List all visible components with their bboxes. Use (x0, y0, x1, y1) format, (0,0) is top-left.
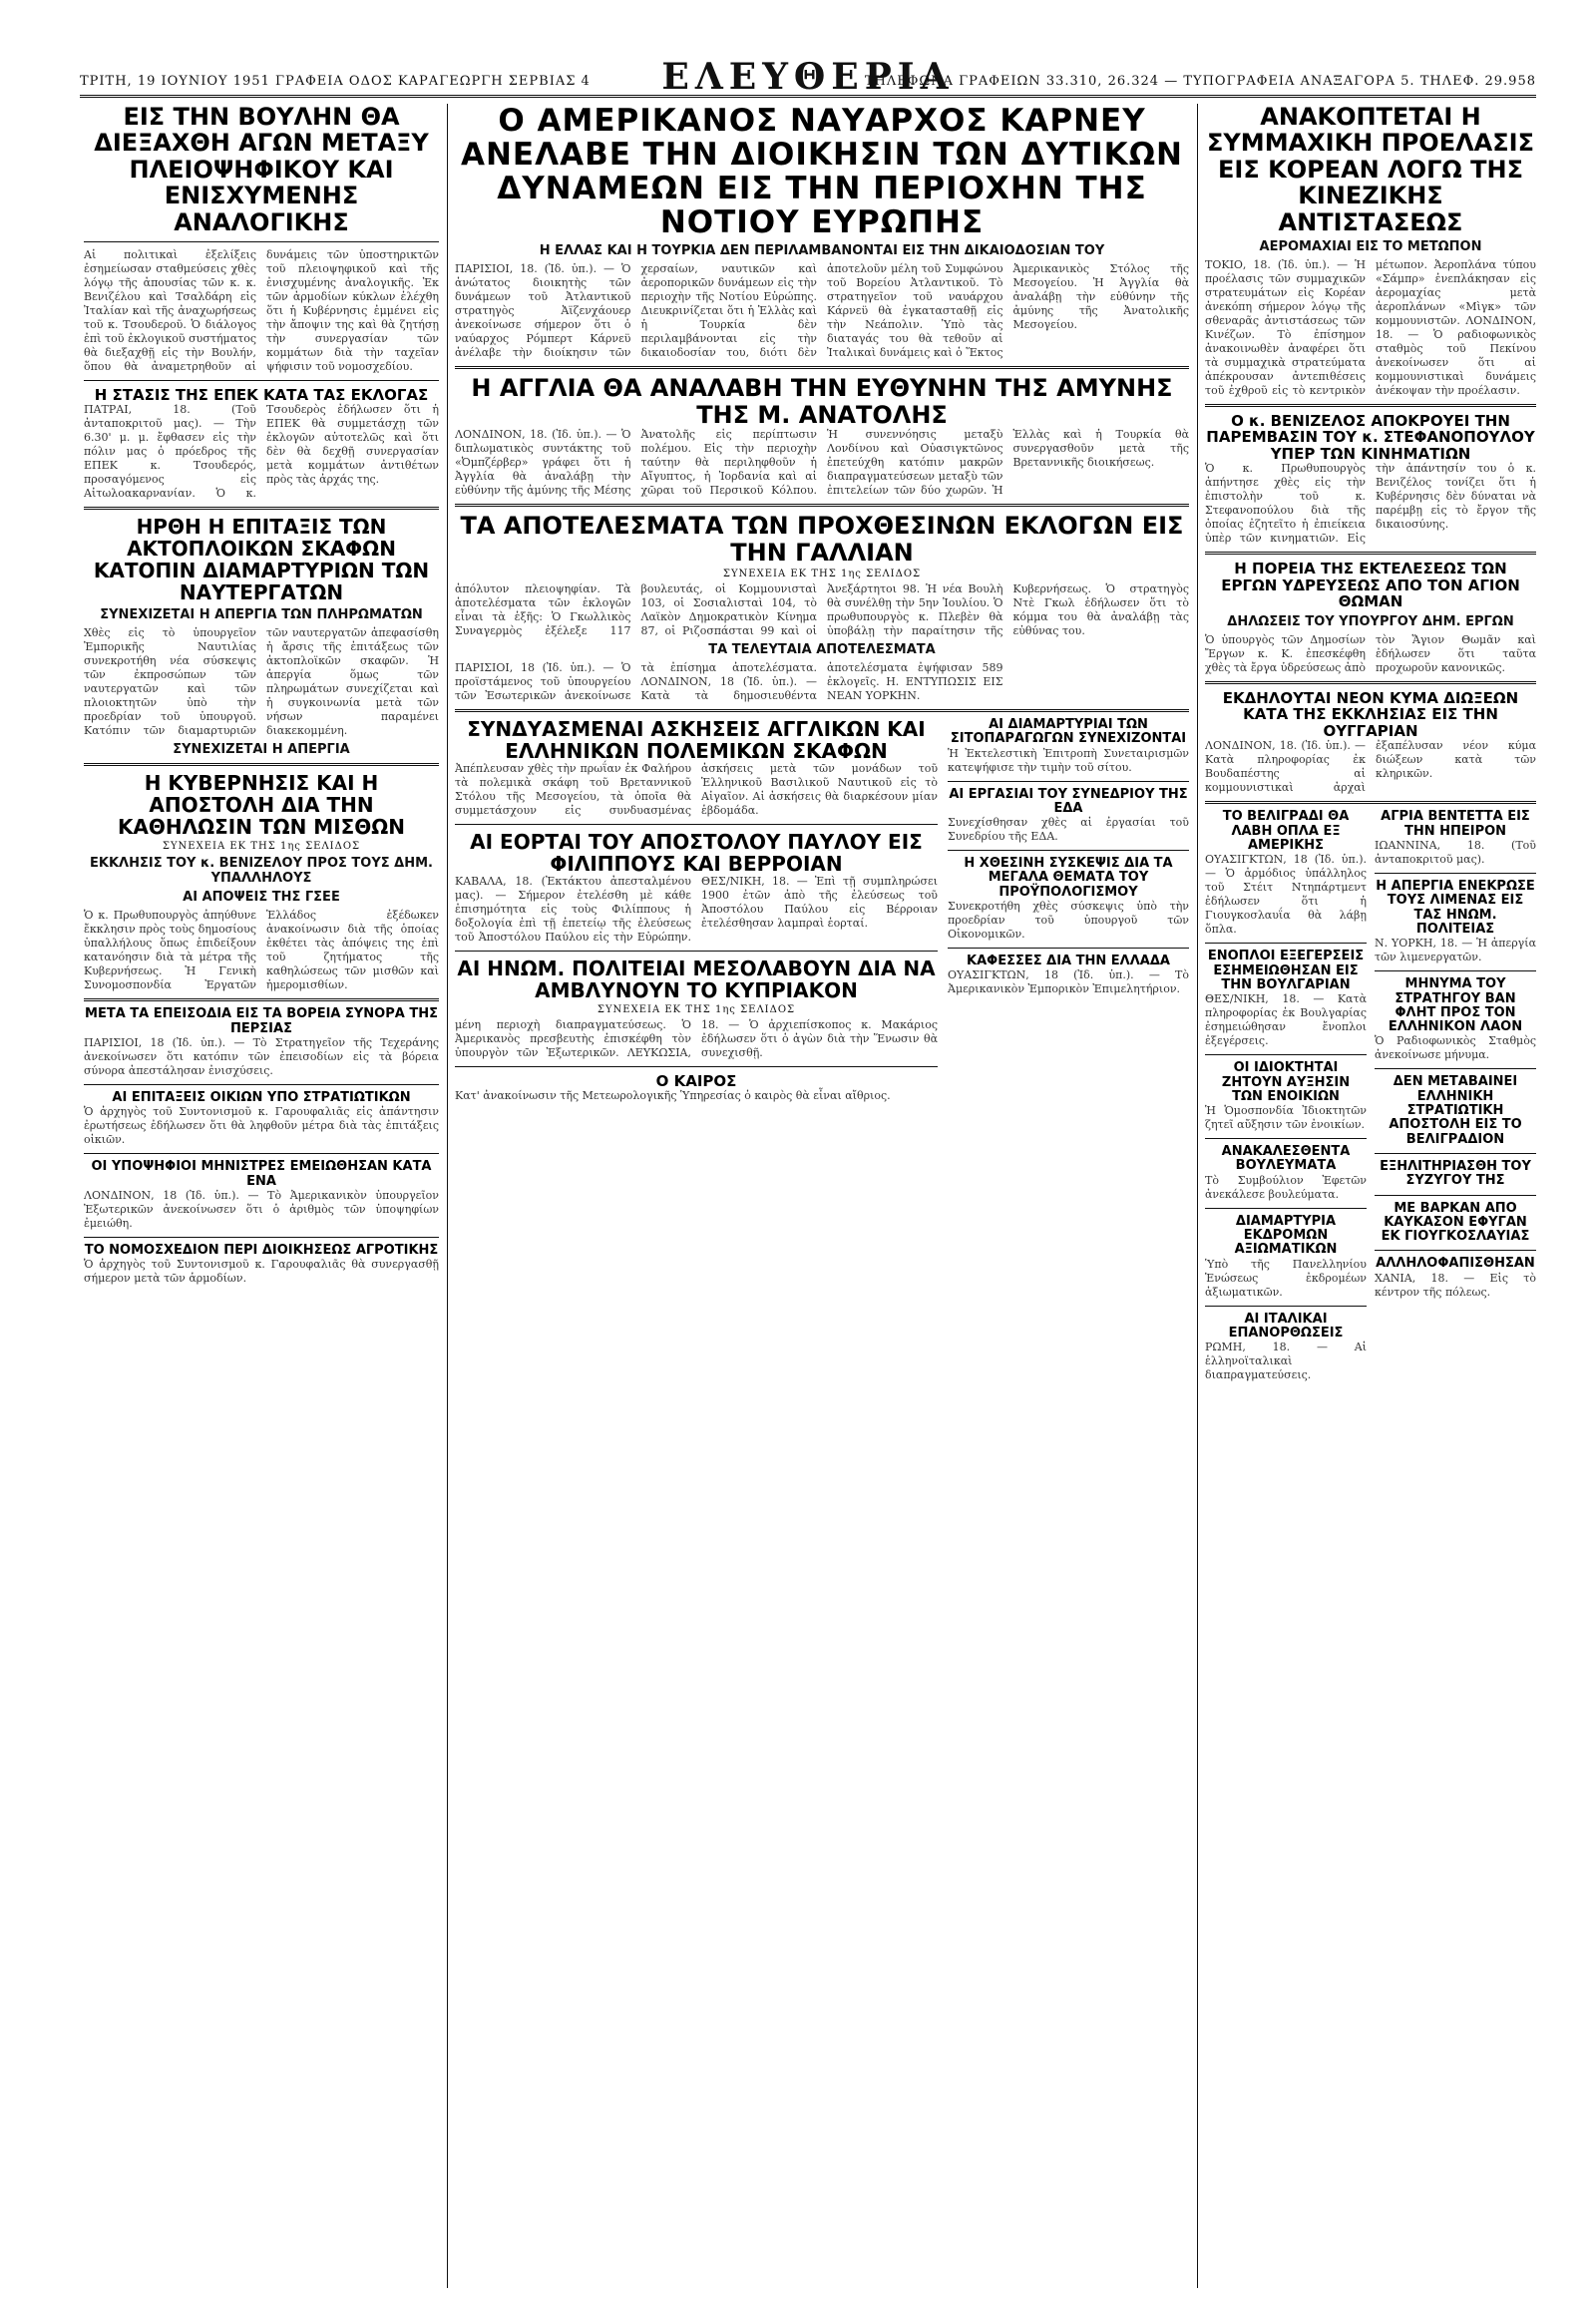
article-france-elections: ἀπόλυτον πλειοψηφίαν. Τὰ ἀποτελέσματα τῶν ἐκλογῶν εἶναι τὰ ἑξῆς: Ὁ Γκωλλικὸς Συναγερμὸς ἐξέλεξε 117 βουλευτάς, οἱ Κομμουνισταὶ 103, οἱ Σοσιαλισταὶ 104, τὸ Λαϊκὸν Δημοκρατικὸν Κίνημα 87, οἱ Ριζοσπάσται 99 καὶ οἱ Ἀνεξάρτητοι 98. Ἡ νέα Βουλὴ θὰ συνέλθῃ τὴν 5ην Ἰουλίου. Ὁ πρωθυπουργὸς κ. Πλεβὲν θὰ ὑποβάλῃ τὴν παραίτησιν τῆς Κυβερνήσεως. Ὁ στρατηγὸς Ντὲ Γκωλ ἐδήλωσεν ὅτι τὸ κόμμα του θὰ ἀναλάβῃ τὰς εὐθύνας του. (455, 581, 1189, 637)
article-house-requisition: Ὁ ἀρχηγὸς τοῦ Συντονισμοῦ κ. Γαρουφαλιᾶς εἰς ἀπάντησιν ἐρωτήσεως ἐδήλωσεν ὅτι θὰ ληφθοῦν μέτρα διὰ τὰς ἐπιτάξεις οἰκιῶν. (84, 1105, 439, 1147)
article-weather: Κατ' ἀνακοίνωσιν τῆς Μετεωρολογικῆς Ὑπηρεσίας ὁ καιρὸς θὰ εἶναι αἴθριος. (455, 1089, 891, 1103)
headline-belgrade-arms: ΤΟ ΒΕΛΙΓΡΑΔΙ ΘΑ ΛΑΒΗ ΟΠΛΑ ΕΞ ΑΜΕΡΙΚΗΣ (1222, 809, 1350, 854)
continued-label: ΣΥΝΕΧΕΙΑ ΕΚ ΤΗΣ 1ης ΣΕΛΙΔΟΣ (162, 841, 361, 853)
headline-hungary-church: ΕΚΔΗΛΟΥΤΑΙ ΝΕΟΝ ΚΥΜΑ ΔΙΩΞΕΩΝ ΚΑΤΑ ΤΗΣ ΕΚΚΛΗΣΙΑΣ ΕΙΣ ΤΗΝ ΟΥΓΓΑΡΙΑΝ (1222, 688, 1519, 740)
column-rule (447, 104, 448, 2288)
newspaper-title: ΕΛΕΥΘΕΡΙΑ (661, 56, 955, 98)
article-latest-results: ΠΑΡΙΣΙΟΙ, 18 (Ἰδ. ὑπ.). — Ὁ προϊστάμενος τοῦ ὑπουργείου τῶν Ἐσωτερικῶν ἀνεκοίνωσε τὰ ἐπίσημα ἀποτελέσματα. ΛΟΝΔΙΝΟΝ, 18 (Ἰδ. ὑπ.). — Κατὰ τὰ δημοσιευθέντα ἀποτελέσματα ἐψήφισαν 589 ἐκλογεῖς. Η. ΕΝΤΥΠΩΣΙΣ ΕΙΣ ΝΕΑΝ ΥΟΡΚΗΝ. (455, 660, 1003, 702)
headline-candidates: ΟΙ ΥΠΟΨΗΦΙΟΙ ΜΗΝΙΣΤΡΕΣ ΕΜΕΙΩΘΗΣΑΝ ΚΑΤΑ ΕΝΑ (91, 1159, 432, 1189)
headline-officers-protest: ΔΙΑΜΑΡΤΥΡΙΑ ΕΚΔΡΟΜΩΝ ΑΞΙΩΜΑΤΙΚΩΝ (1234, 1213, 1338, 1258)
headline-eda-congress: ΑΙ ΕΡΓΑΣΙΑΙ ΤΟΥ ΣΥΝΕΔΡΙΟΥ ΤΗΣ ΕΔΑ (949, 786, 1188, 816)
headline-us-ports-strike: Η ΑΠΕΡΓΙΑ ΕΝΕΚΡΩΣΕ ΤΟΥΣ ΛΙΜΕΝΑΣ ΕΙΣ ΤΑΣ ΗΝΩΜ. ΠΟΛΙΤΕΙΑΣ (1376, 879, 1535, 937)
left-column (84, 104, 439, 1286)
kicker-greece-turkey: Η ΕΛΛΑΣ ΚΑΙ Η ΤΟΥΡΚΙΑ ΔΕΝ ΠΕΡΙΛΑΜΒΑΝΟΝΤΑΙ ΕΙΣ ΤΗΝ ΔΙΚΑΙΟΔΟΣΙΑΝ ΤΟΥ (539, 243, 1105, 259)
article-korea: ΤΟΚΙΟ, 18. (Ἰδ. ὑπ.). — Ἡ προέλασις τῶν συμμαχικῶν στρατευμάτων εἰς Κορέαν ἀνεκόπη σήμερον λόγῳ τῆς σθεναρᾶς ἀντιστάσεως τῶν Κινέζων. Τὸ ἐπίσημον ἀνακοινωθὲν ἀναφέρει ὅτι τὰ συμμαχικὰ στρατεύματα ἀπέκρουσαν ἀντεπιθέσεις τοῦ ἐχθροῦ εἰς τὸ κεντρικὸν μέτωπον. Ἀεροπλάνα τύπου «Σάμπρ» ἐνεπλάκησαν εἰς ἀερομαχίας μετὰ ἀεροπλάνων «Μὶγκ» τῶν κομμουνιστῶν. ΛΟΝΔΙΝΟΝ, 18. — Ὁ ραδιοφωνικὸς σταθμὸς τοῦ Πεκίνου ἀνεκοίνωσεν ὅτι αἱ κομμουνιστικαὶ δυνάμεις ἀνέκοψαν τὴν προέλασιν. (1205, 257, 1536, 397)
headline-husband: ΕΞΗΛΙΤΗΡΙΑΣΘΗ ΤΟΥ ΣΥΖΥΓΟΥ ΤΗΣ (1380, 1158, 1531, 1189)
headline-weather: Ο ΚΑΙΡΟΣ (655, 1071, 737, 1090)
article-grain-producers: Ἡ Ἐκτελεστικὴ Ἐπιτροπὴ Συνεταιρισμῶν κατεψήφισε τὴν τιμὴν τοῦ σίτου. (948, 746, 1189, 774)
headline-revoked-decisions: ΑΝΑΚΑΛΕΣΘΕΝΤΑ ΒΟΥΛΕΥΜΑΤΑ (1221, 1144, 1351, 1174)
article-carney: ΠΑΡΙΣΙΟΙ, 18. (Ἰδ. ὑπ.). — Ὁ ἀνώτατος διοικητὴς τῶν δυνάμεων τοῦ Ἀτλαντικοῦ στρατηγὸς Ἀϊζενχάουερ ἀνεκοίνωσε σήμερον ὅτι ὁ ναύαρχος Ρόμπερτ Κάρνεϋ ἀνέλαβε τὴν διοίκησιν τῶν χερσαίων, ναυτικῶν καὶ ἀεροπορικῶν δυνάμεων εἰς τὴν περιοχὴν τῆς Νοτίου Εὐρώπης. Διευκρινίζεται ὅτι ἡ Ἑλλὰς καὶ ἡ Τουρκία δὲν περιλαμβάνονται εἰς τὴν δικαιοδοσίαν του, διότι δὲν ἀποτελοῦν μέλη τοῦ Συμφώνου τοῦ Βορείου Ἀτλαντικοῦ. Τὸ στρατηγεῖον τοῦ ναυάρχου Κάρνεϋ θὰ ἐγκατασταθῇ εἰς τὴν Νεάπολιν. Ὑπὸ τὰς διαταγάς του θὰ τεθοῦν αἱ Ἰταλικαὶ δυνάμεις καὶ ὁ Ἕκτος Ἀμερικανικὸς Στόλος τῆς Μεσογείου. Ἡ Ἀγγλία θὰ ἀναλάβῃ τὴν εὐθύνην τῆς ἀμύνης τῆς Ἀνατολικῆς Μεσογείου. (455, 262, 1189, 360)
article-ship-requisition: Χθὲς εἰς τὸ ὑπουργεῖον Ἐμπορικῆς Ναυτιλίας συνεκροτήθη νέα σύσκεψις τῶν ἐκπροσώπων τῶν ναυτεργατῶν καὶ τῶν πλοιοκτητῶν ὑπὸ τὴν προεδρίαν τοῦ ὑπουργοῦ. Κατόπιν τῶν διαμαρτυριῶν τῶν ναυτεργατῶν ἀπεφασίσθη ἡ ἄρσις τῆς ἐπιτάξεως τῶν ἀκτοπλοϊκῶν σκαφῶν. Ἡ ἀπεργία ὅμως τῶν πληρωμάτων συνεχίζεται καὶ ἡ συγκοινωνία μετὰ τῶν νήσων παραμένει διακεκομμένη. (84, 626, 439, 738)
article-cyprus: μένη περιοχὴ διαπραγματεύσεως. Ὁ Ἀμερικανὸς πρεσβευτὴς ἐπισκέφθη τὸν ὑπουργὸν τῶν Ἐξωτερικῶν. ΛΕΥΚΩΣΙΑ, 18. — Ὁ ἀρχιεπίσκοπος κ. Μακάριος ἐδήλωσεν ὅτι ὁ ἀγὼν διὰ τὴν Ἕνωσιν θὰ συνεχισθῇ. (455, 1017, 938, 1059)
headline-wage-freeze: Η ΚΥΒΕΡΝΗΣΙΣ ΚΑΙ Η ΑΠΟΣΤΟΛΗ ΔΙΑ ΤΗΝ ΚΑΘΗΛΩΣΙΝ ΤΩΝ ΜΙΣΘΩΝ (117, 771, 406, 840)
headline-boat-escape: ΜΕ ΒΑΡΚΑΝ ΑΠΟ ΚΑΥΚΑΣΟΝ ΕΦΥΓΑΝ ΕΚ ΓΙΟΥΓΚΟΣΛΑΥΙΑΣ (1381, 1200, 1530, 1245)
kicker-air-battles: ΑΕΡΟΜΑΧΙΑΙ ΕΙΣ ΤΟ ΜΕΤΩΠΟΝ (1259, 238, 1482, 254)
article-van-fleet: Ὁ Ραδιοφωνικὸς Σταθμὸς ἀνεκοίνωσε μήνυμα. (1375, 1034, 1536, 1062)
article-naval-exercises: Ἀπέπλευσαν χθὲς τὴν πρωΐαν ἐκ Φαλήρου τὰ πολεμικὰ σκάφη τοῦ Βρεταννικοῦ Στόλου τῆς Μεσογείου, τὰ ὁποῖα θὰ συμμετάσχουν εἰς συνδυασμένας ἀσκήσεις μετὰ τῶν μονάδων τοῦ Ἑλληνικοῦ Βασιλικοῦ Ναυτικοῦ εἰς τὸ Αἰγαῖον. Αἱ ἀσκήσεις θὰ διαρκέσουν μίαν ἑβδομάδα. (455, 761, 938, 817)
headline-france-elections: ΤΑ ΑΠΟΤΕΛΕΣΜΑΤΑ ΤΩΝ ΠΡΟΧΘΕΣΙΝΩΝ ΕΚΛΟΓΩΝ ΕΙΣ ΤΗΝ ΓΑΛΛΙΑΝ (460, 512, 1184, 567)
headline-slapped: ΑΛΛΗΛΟΦΑΠΙΣΘΗΣΑΝ (1376, 1256, 1535, 1272)
article-budget-meeting: Συνεκροτήθη χθὲς σύσκεψις ὑπὸ τὴν προεδρίαν τοῦ ὑπουργοῦ τῶν Οἰκονομικῶν. (948, 900, 1189, 942)
headline-apostle-paul: ΑΙ ΕΟΡΤΑΙ ΤΟΥ ΑΠΟΣΤΟΛΟΥ ΠΑΥΛΟΥ ΕΙΣ ΦΙΛΙΠΠΟΥΣ ΚΑΙ ΒΕΡΡΟΙΑΝ (470, 829, 923, 876)
article-apostle-paul: ΚΑΒΑΛΑ, 18. (Ἐκτάκτου ἀπεσταλμένου μας). — Σήμερον ἐτελέσθη μὲ κάθε ἐπισημότητα εἰς τοὺς Φιλίππους ἡ δοξολογία ἐπὶ τῇ ἐπετείῳ τῆς ἐλεύσεως τοῦ Ἀποστόλου Παύλου εἰς τὴν Εὐρώπην. ΘΕΣ/ΝΙΚΗ, 18. — Ἐπὶ τῇ συμπληρώσει 1900 ἐτῶν ἀπὸ τῆς ἐλεύσεως τοῦ Ἀποστόλου Παύλου εἰς Βέρροιαν ἐτελέσθησαν λαμπραὶ ἑορταί. (455, 874, 938, 944)
headline-van-fleet: ΜΗΝΥΜΑ ΤΟΥ ΣΤΡΑΤΗΓΟΥ ΒΑΝ ΦΛΗΤ ΠΡΟΣ ΤΟΝ ΕΛΛΗΝΙΚΟΝ ΛΑΟΝ (1388, 976, 1523, 1035)
headline-bulgaria: ΕΝΟΠΛΟΙ ΕΞΕΓΕΡΣΕΙΣ ΕΣΗΜΕΙΩΘΗΣΑΝ ΕΙΣ ΤΗΝ ΒΟΥΛΓΑΡΙΑΝ (1207, 949, 1365, 992)
headline-britain-defense: Η ΑΓΓΛΙΑ ΘΑ ΑΝΑΛΑΒΗ ΤΗΝ ΕΥΘΥΝΗΝ ΤΗΣ ΑΜΥΝΗΣ ΤΗΣ Μ. ΑΝΑΤΟΛΗΣ (471, 374, 1173, 429)
kicker-latest-results: ΤΑ ΤΕΛΕΥΤΑΙΑ ΑΠΟΤΕΛΕΣΜΑΤΑ (708, 641, 936, 657)
headline-carney: Ο ΑΜΕΡΙΚΑΝΟΣ ΝΑΥΑΡΧΟΣ ΚΑΡΝΕΥ ΑΝΕΛΑΒΕ ΤΗΝ ΔΙΟΙΚΗΣΙΝ ΤΩΝ ΔΥΤΙΚΩΝ ΔΥΝΑΜΕΩΝ ΕΙΣ ΤΗΝ ΠΕΡΙΟΧΗΝ ΤΗΣ ΝΟΤΙΟΥ ΕΥΡΩΠΗΣ (460, 104, 1184, 241)
headline-cyprus: ΑΙ ΗΝΩΜ. ΠΟΛΙΤΕΙΑΙ ΜΕΣΟΛΑΒΟΥΝ ΔΙΑ ΝΑ ΑΜΒΛΥΝΟΥΝ ΤΟ ΚΥΠΡΙΑΚΟΝ (457, 956, 936, 1002)
article-italian-reparations: ΡΩΜΗ, 18. — Αἱ ἑλληνοϊταλικαὶ διαπραγματεύσεις. (1205, 1341, 1367, 1382)
continued-label: ΣΥΝΕΧΕΙΑ ΕΚ ΤΗΣ 1ης ΣΕΛΙΔΟΣ (597, 1003, 796, 1015)
article-revoked-decisions: Τὸ Συμβούλιον Ἐφετῶν ἀνεκάλεσε βουλεύματα. (1205, 1173, 1367, 1201)
headline-ship-requisition: ΗΡΘΗ Η ΕΠΙΤΑΞΙΣ ΤΩΝ ΑΚΤΟΠΛΟΙΚΩΝ ΣΚΑΦΩΝ ΚΑΤΟΠΙΝ ΔΙΑΜΑΡΤΥΡΙΩΝ ΤΩΝ ΝΑΥΤΕΡΓΑΤΩΝ (93, 515, 430, 605)
article-rents: Ἡ Ὁμοσπονδία Ἰδιοκτητῶν ζητεῖ αὔξησιν τῶν ἐνοικίων. (1205, 1104, 1367, 1132)
headline-bouli: ΕΙΣ ΤΗΝ ΒΟΥΛΗΝ ΘΑ ΔΙΕΞΑΧΘΗ ΑΓΩΝ ΜΕΤΑΞΥ ΠΛΕΙΟΨΗΦΙΚΟΥ ΚΑΙ ΕΝΙΣΧΥΜΕΝΗΣ ΑΝΑΛΟΓΙΚΗΣ (94, 104, 429, 236)
center-column (455, 104, 1189, 1103)
headline-persia: ΜΕΤΑ ΤΑ ΕΠΕΙΣΟΔΙΑ ΕΙΣ ΤΑ ΒΟΡΕΙΑ ΣΥΝΟΡΑ ΤΗΣ ΠΕΡΣΙΑΣ (85, 1006, 438, 1036)
article-bulgaria: ΘΕΣ/ΝΙΚΗ, 18. — Κατὰ πληροφορίας ἐκ Βουλγαρίας ἐσημειώθησαν ἔνοπλοι ἐξεγέρσεις. (1205, 992, 1367, 1048)
column-rule (1197, 104, 1198, 2288)
headline-budget-meeting: Η ΧΘΕΣΙΝΗ ΣΥΣΚΕΨΙΣ ΔΙΑ ΤΑ ΜΕΓΑΛΑ ΘΕΜΑΤΑ ΤΟΥ ΠΡΟΫΠΟΛΟΓΙΣΜΟΥ (964, 856, 1173, 900)
article-slapped: ΧΑΝΙΑ, 18. — Εἰς τὸ κέντρον τῆς πόλεως. (1375, 1271, 1536, 1299)
article-us-ports-strike: Ν. ΥΟΡΚΗ, 18. — Ἡ ἀπεργία τῶν λιμενεργατῶν. (1375, 937, 1536, 964)
kicker-minister-statements: ΔΗΛΩΣΕΙΣ ΤΟΥ ΥΠΟΥΡΓΟΥ ΔΗΜ. ΕΡΓΩΝ (1227, 613, 1514, 629)
article-candidates: ΛΟΝΔΙΝΟΝ, 18 (Ἰδ. ὑπ.). — Τὸ Ἀμερικανικὸν ὑπουργεῖον Ἐξωτερικῶν ἀνεκοίνωσεν ὅτι ὁ ἀριθμὸς τῶν ὑποψηφίων ἐμειώθη. (84, 1188, 439, 1230)
kicker-gsee: ΑΙ ΑΠΟΨΕΙΣ ΤΗΣ ΓΣΕΕ (183, 890, 340, 906)
headline-venizelos: Ο κ. ΒΕΝΙΖΕΛΟΣ ΑΠΟΚΡΟΥΕΙ ΤΗΝ ΠΑΡΕΜΒΑΣΙΝ ΤΟΥ κ. ΣΤΕΦΑΝΟΠΟΥΛΟΥ ΥΠΕΡ ΤΩΝ ΚΙΝΗΜΑΤΙΩΝ (1206, 411, 1535, 463)
article-eda-congress: Συνεχίσθησαν χθὲς αἱ ἐργασίαι τοῦ Συνεδρίου τῆς ΕΔΑ. (948, 816, 1189, 844)
kicker-strike: ΣΥΝΕΧΙΖΕΤΑΙ Η ΑΠΕΡΓΙΑ ΤΩΝ ΠΛΗΡΩΜΑΤΩΝ (100, 607, 423, 623)
headline-mission-belgrade: ΔΕΝ ΜΕΤΑΒΑΙΝΕΙ ΕΛΛΗΝΙΚΗ ΣΤΡΑΤΙΩΤΙΚΗ ΑΠΟΣΤΟΛΗ ΕΙΣ ΤΟ ΒΕΛΙΓΡΑΔΙΟΝ (1389, 1074, 1522, 1147)
article-bouli: Αἱ πολιτικαὶ ἐξελίξεις ἐσημείωσαν σταθμεύσεις χθὲς λόγῳ τῆς ἀπουσίας τῶν κ. κ. Βενιζέλου καὶ Τσαλδάρη εἰς Ἰταλίαν καὶ τῆς ἀναχωρήσεως τοῦ κ. Τσουδεροῦ. Ὁ διάλογος ἐπὶ τοῦ ἐκλογικοῦ συστήματος θὰ διεξαχθῇ εἰς τὴν Βουλήν, ὅπου θὰ ἀναμετρηθοῦν αἱ δυνάμεις τῶν ὑποστηρικτῶν τοῦ πλειοψηφικοῦ καὶ τῆς ἐνισχυμένης ἀναλογικῆς. Ἐκ τῶν ἀρμοδίων κύκλων ἐλέχθη ὅτι ἡ Κυβέρνησις ἐμμένει εἰς τὴν ἄποψιν της καὶ θὰ ζητήσῃ τὴν συνεργασίαν τῶν κομμάτων διὰ τὴν ταχεῖαν ψήφισιν τοῦ νομοσχεδίου. (84, 247, 439, 373)
headline-korea: ΑΝΑΚΟΠΤΕΤΑΙ Η ΣΥΜΜΑΧΙΚΗ ΠΡΟΕΛΑΣΙΣ ΕΙΣ ΚΟΡΕΑΝ ΛΟΓΩ ΤΗΣ ΚΙΝΕΖΙΚΗΣ ΑΝΤΙΣΤΑΣΕΩΣ (1207, 104, 1534, 236)
masthead (80, 58, 1536, 98)
article-wage-freeze: Ὁ κ. Πρωθυπουργὸς ἀπηύθυνε ἔκκλησιν πρὸς τοὺς δημοσίους ὑπαλλήλους ὅπως ἐπιδείξουν κατανόησιν διὰ τὰ μέτρα τῆς Κυβερνήσεως. Ἡ Γενικὴ Συνομοσπονδία Ἐργατῶν Ἑλλάδος ἐξέδωκεν ἀνακοίνωσιν διὰ τῆς ὁποίας ἐκθέτει τὰς ἀπόψεις της ἐπὶ τοῦ ζητήματος τῆς καθηλώσεως τῶν μισθῶν καὶ ἡμερομισθίων. (84, 909, 439, 992)
article-britain-defense: ΛΟΝΔΙΝΟΝ, 18. (Ἰδ. ὑπ.). — Ὁ διπλωματικὸς συντάκτης τοῦ «Ὀμπζέρβερ» γράφει ὅτι ἡ Ἀγγλία θὰ ἀναλάβῃ τὴν εὐθύνην τῆς ἀμύνης τῆς Μέσης Ἀνατολῆς εἰς περίπτωσιν πολέμου. Εἰς τὴν περιοχὴν ταύτην θὰ περιληφθοῦν ἡ Αἴγυπτος, ἡ Ἰορδανία καὶ αἱ χῶραι τοῦ Περσικοῦ Κόλπου. Ἡ συνεννόησις μεταξὺ Λονδίνου καὶ Οὐασιγκτῶνος ἐπετεύχθη κατόπιν μακρῶν διαπραγματεύσεων μεταξὺ τῶν ἐπιτελείων τῶν δύο χωρῶν. Ἡ Ἑλλὰς καὶ ἡ Τουρκία θὰ συνεργασθοῦν μετὰ τῆς Βρεταννικῆς διοικήσεως. (455, 428, 1189, 498)
masthead-date-address: ΤΡΙΤΗ, 19 ΙΟΥΝΙΟΥ 1951 ΓΡΑΦΕΙΑ ΟΔΟΣ ΚΑΡΑΓΕΩΡΓΗ ΣΕΡΒΙΑΣ 4 (80, 74, 591, 89)
article-epek: ΠΑΤΡΑΙ, 18. (Τοῦ ἀνταποκριτοῦ μας). — Τὴν 6.30' μ. μ. ἔφθασεν εἰς τὴν πόλιν μας ὁ πρόεδρος τῆς ΕΠΕΚ κ. Τσουδερός, προσαγόμενος εἰς Αἰτωλοακαρνανίαν. Ὁ κ. Τσουδερὸς ἐδήλωσεν ὅτι ἡ ΕΠΕΚ θὰ συμμετάσχῃ τῶν ἐκλογῶν αὐτοτελῶς καὶ ὅτι δὲν θὰ δεχθῇ συνεργασίαν μετὰ κομμάτων ἀντιθέτων πρὸς τὰς ἀρχάς της. (84, 403, 439, 501)
article-belgrade-arms: ΟΥΑΣΙΓΚΤΩΝ, 18 (Ἰδ. ὑπ.). — Ὁ ἀρμόδιος ὑπάλληλος τοῦ Στέιτ Ντηπάρτμεντ ἐδήλωσεν ὅτι ἡ Γιουγκοσλαυΐα θὰ λάβῃ ὅπλα. (1205, 853, 1367, 937)
headline-italian-reparations: ΑΙ ΙΤΑΛΙΚΑΙ ΕΠΑΝΟΡΘΩΣΕΙΣ (1228, 1311, 1344, 1341)
article-hungary-church: ΛΟΝΔΙΝΟΝ, 18. (Ἰδ. ὑπ.). — Κατὰ πληροφορίας ἐκ Βουδαπέστης αἱ κομμουνιστικαὶ ἀρχαὶ ἐξαπέλυσαν νέον κύμα διώξεων κατὰ τῶν κληρικῶν. (1205, 739, 1536, 795)
article-venizelos: Ὁ κ. Πρωθυπουργὸς ἀπήντησε χθὲς εἰς τὴν ἐπιστολὴν τοῦ κ. Στεφανοπούλου διὰ τῆς ὁποίας ἐζητεῖτο ἡ ἐπιείκεια ὑπὲρ τῶν κινηματιῶν. Εἰς τὴν ἀπάντησίν του ὁ κ. Βενιζέλος τονίζει ὅτι ἡ Κυβέρνησις δὲν δύναται νὰ παρέμβῃ εἰς τὸ ἔργον τῆς δικαιοσύνης. (1205, 462, 1536, 546)
article-coffee: ΟΥΑΣΙΓΚΤΩΝ, 18 (Ἰδ. ὑπ.). — Τὸ Ἀμερικανικὸν Ἐμπορικὸν Ἐπιμελητήριον. (948, 968, 1189, 996)
headline-house-requisition: ΑΙ ΕΠΙΤΑΞΕΙΣ ΟΙΚΙΩΝ ΥΠΟ ΣΤΡΑΤΙΩΤΙΚΩΝ (112, 1090, 411, 1106)
headline-epek: Η ΣΤΑΣΙΣ ΤΗΣ ΕΠΕΚ ΚΑΤΑ ΤΑΣ ΕΚΛΟΓΑΣ (94, 385, 429, 404)
headline-agri-bill: ΤΟ ΝΟΜΟΣΧΕΔΙΟΝ ΠΕΡΙ ΔΙΟΙΚΗΣΕΩΣ ΑΓΡΟΤΙΚΗΣ (84, 1242, 439, 1258)
headline-vendetta: ΑΓΡΙΑ ΒΕΝΤΕΤΤΑ ΕΙΣ ΤΗΝ ΗΠΕΙΡΟΝ (1381, 809, 1530, 839)
kicker-strike-continues: ΣΥΝΕΧΙΖΕΤΑΙ Η ΑΠΕΡΓΙΑ (173, 742, 350, 758)
headline-water-works: Η ΠΟΡΕΙΑ ΤΗΣ ΕΚΤΕΛΕΣΕΩΣ ΤΩΝ ΕΡΓΩΝ ΥΔΡΕΥΣΕΩΣ ΑΠΟ ΤΟΝ ΑΓΙΟΝ ΘΩΜΑΝ (1221, 560, 1520, 611)
headline-rents: ΟΙ ΙΔΙΟΚΤΗΤΑΙ ΖΗΤΟΥΝ ΑΥΞΗΣΙΝ ΤΩΝ ΕΝΟΙΚΙΩΝ (1221, 1060, 1351, 1104)
article-vendetta: ΙΩΑΝΝΙΝΑ, 18. (Τοῦ ἀνταποκριτοῦ μας). (1375, 839, 1536, 867)
headline-naval-exercises: ΣΥΝΔΥΑΣΜΕΝΑΙ ΑΣΚΗΣΕΙΣ ΑΓΓΛΙΚΩΝ ΚΑΙ ΕΛΛΗΝΙΚΩΝ ΠΟΛΕΜΙΚΩΝ ΣΚΑΦΩΝ (467, 716, 926, 763)
headline-grain-producers: ΑΙ ΔΙΑΜΑΡΤΥΡΙΑΙ ΤΩΝ ΣΙΤΟΠΑΡΑΓΩΓΩΝ ΣΥΝΕΧΙΖΟΝΤΑΙ (950, 716, 1187, 747)
masthead-phones: ΤΗΛΕΦΩΝΑ ΓΡΑΦΕΙΩΝ 33.310, 26.324 — ΤΥΠΟΓΡΑΦΕΙΑ ΑΝΑΞΑΓΟΡΑ 5. ΤΗΛΕΦ. 29.958 (864, 74, 1536, 89)
headline-coffee: ΚΑΦΕΣΣΕΣ ΔΙΑ ΤΗΝ ΕΛΛΑΔΑ (967, 954, 1170, 969)
kicker-venizelos-appeal: ΕΚΚΛΗΣΙΣ ΤΟΥ κ. ΒΕΝΙΖΕΛΟΥ ΠΡΟΣ ΤΟΥΣ ΔΗΜ. ΥΠΑΛΛΗΛΟΥΣ (90, 856, 433, 887)
article-water-works: Ὁ ὑπουργὸς τῶν Δημοσίων Ἔργων κ. Κ. ἐπεσκέφθη χθὲς τὰ ἔργα ὑδρεύσεως ἀπὸ τὸν Ἅγιον Θωμᾶν καὶ ἐδήλωσεν ὅτι ταῦτα προχωροῦν κανονικῶς. (1205, 632, 1536, 674)
article-persia: ΠΑΡΙΣΙΟΙ, 18 (Ἰδ. ὑπ.). — Τὸ Στρατηγεῖον τῆς Τεχεράνης ἀνεκοίνωσεν ὅτι κατόπιν τῶν ἐπεισοδίων εἰς τὰ βόρεια σύνορα ἀπεστάλησαν ἐνισχύσεις. (84, 1036, 439, 1078)
article-agri-bill: Ὁ ἀρχηγὸς τοῦ Συντονισμοῦ κ. Γαρουφαλιᾶς θὰ συνεργασθῇ σήμερον μετὰ τῶν ἁρμοδίων. (84, 1258, 439, 1286)
article-officers-protest: Ὑπὸ τῆς Πανελληνίου Ἑνώσεως ἐκδρομέων ἀξιωματικῶν. (1205, 1257, 1367, 1299)
right-column (1205, 104, 1536, 1382)
continued-label: ΣΥΝΕΧΕΙΑ ΕΚ ΤΗΣ 1ης ΣΕΛΙΔΟΣ (722, 568, 922, 579)
